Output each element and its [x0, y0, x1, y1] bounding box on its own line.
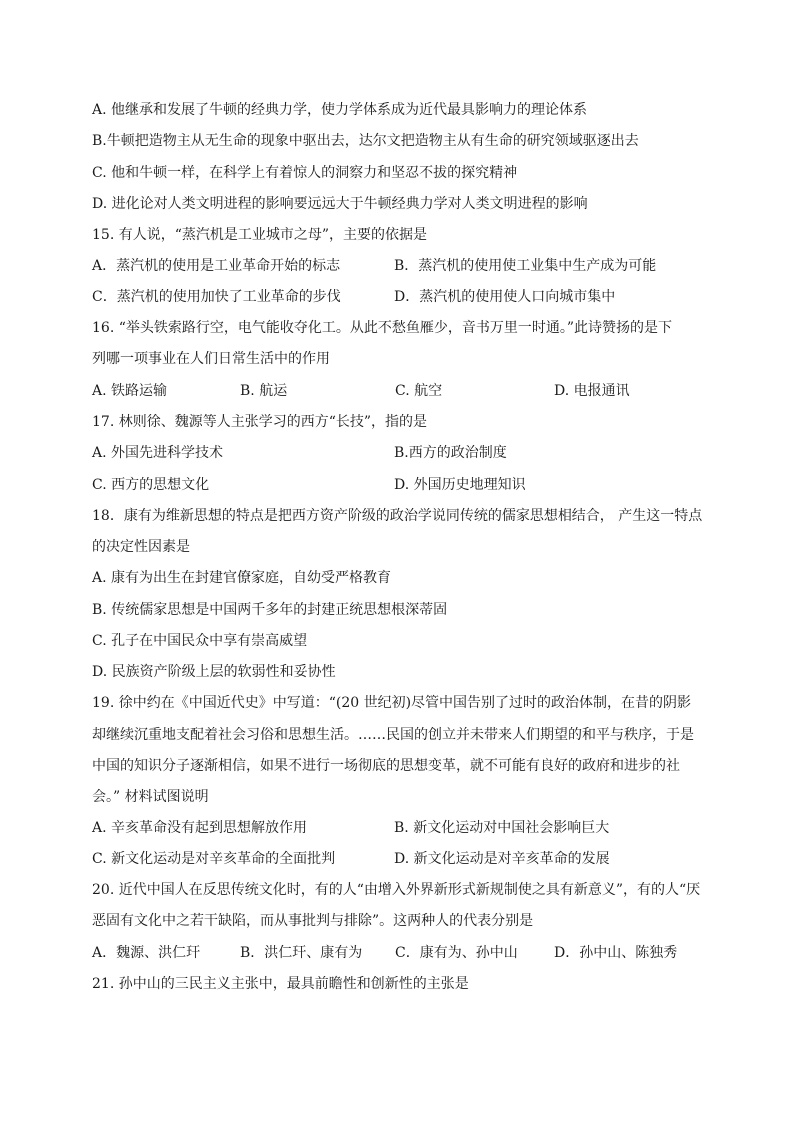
- q19-options-row-1: [92, 818, 712, 838]
- q16-option-a: A. 铁路运输: [92, 383, 168, 399]
- q18-stem-line-1: 18．康有为维新思想的特点是把西方资产阶级的政治学说同传统的儒家思想相结合， 产生这一特点: [92, 508, 703, 524]
- q17-options-row-2: [92, 475, 712, 495]
- q17-stem: 17. 林则徐、魏源等人主张学习的西方“长技”，指的是: [92, 414, 428, 430]
- q14-option-a: A. 他继承和发展了牛顿的经典力学，使力学体系成为近代最具影响力的理论体系: [92, 102, 588, 118]
- q18-option-c: C. 孔子在中国民众中享有崇高威望: [92, 633, 308, 649]
- q15-option-b: B．蒸汽机的使用使工业集中生产成为可能: [394, 258, 657, 274]
- q19-stem-line-4: 会。” 材料试图说明: [92, 789, 209, 805]
- q20-option-c: C．康有为、孙中山: [395, 945, 518, 961]
- q17-option-b: B.西方的政治制度: [394, 445, 507, 461]
- q16-options-row: [92, 381, 712, 401]
- q18-option-a: A. 康有为出生在封建官僚家庭，自幼受严格教育: [92, 570, 392, 586]
- q16-option-c: C. 航空: [395, 383, 443, 399]
- q18-option-d: D. 民族资产阶级上层的软弱性和妥协性: [92, 664, 336, 680]
- q14-option-b: B.牛顿把造物主从无生命的现象中驱出去，达尔文把造物主从有生命的研究领域驱逐出去: [92, 133, 639, 149]
- q19-option-d: D. 新文化运动是对辛亥革命的发展: [394, 851, 610, 867]
- q19-options-row-2: [92, 849, 712, 869]
- q19-option-b: B. 新文化运动对中国社会影响巨大: [394, 820, 610, 836]
- q15-option-d: D．蒸汽机的使用使人口向城市集中: [394, 289, 616, 305]
- q15-option-a: A．蒸汽机的使用是工业革命开始的标志: [92, 258, 341, 274]
- q17-option-a: A. 外国先进科学技术: [92, 445, 224, 461]
- q19-stem-line-1: 19. 徐中约在《中国近代史》中写道：“(20 世纪初)尽管中国告别了过时的政治体制，在昔的阴影: [92, 695, 692, 711]
- q19-stem-line-2: 却继续沉重地支配着社会习俗和思想生活。……民国的创立并未带来人们期望的和平与秩序，于是: [92, 727, 694, 743]
- q18-option-b: B. 传统儒家思想是中国两千多年的封建正统思想根深蒂固: [92, 602, 448, 618]
- q15-options-row-2: [92, 287, 712, 307]
- q19-option-a: A. 辛亥革命没有起到思想解放作用: [92, 820, 308, 836]
- q19-stem-line-3: 中国的知识分子逐渐相信，如果不进行一场彻底的思想变革，就不可能有良好的政府和进步的社: [92, 758, 680, 774]
- q14-option-c: C. 他和牛顿一样，在科学上有着惊人的洞察力和坚忍不拔的探究精神: [92, 165, 518, 181]
- q17-option-c: C. 西方的思想文化: [92, 477, 210, 493]
- q17-options-row-1: [92, 443, 712, 463]
- q20-option-d: D．孙中山、陈独秀: [554, 945, 678, 961]
- q20-option-b: B．洪仁玕、康有为: [240, 945, 363, 961]
- q20-stem-line-1: 20. 近代中国人在反思传统文化时，有的人“由增入外界新形式新规制使之具有新意义”，有的人“厌: [92, 882, 701, 898]
- q16-option-b: B. 航运: [240, 383, 288, 399]
- q20-stem-line-2: 恶固有文化中之若干缺陷，而从事批判与排除”。这两种人的代表分别是: [92, 913, 534, 929]
- q16-option-d: D. 电报通讯: [554, 383, 630, 399]
- q18-stem-line-2: 的决定性因素是: [92, 539, 190, 555]
- q15-options-row-1: [92, 256, 712, 276]
- q21-stem: 21. 孙中山的三民主义主张中，最具前瞻性和创新性的主张是: [92, 976, 469, 992]
- q17-option-d: D. 外国历史地理知识: [394, 477, 526, 493]
- q15-option-c: C．蒸汽机的使用加快了工业革命的步伐: [92, 289, 341, 305]
- q19-option-c: C. 新文化运动是对辛亥革命的全面批判: [92, 851, 336, 867]
- q20-option-a: A．魏源、洪仁玕: [92, 945, 201, 961]
- q16-stem-line-2: 列哪一项事业在人们日常生活中的作用: [92, 351, 330, 367]
- q20-options-row: [92, 943, 712, 963]
- q16-stem-line-1: 16. “举头铁索路行空，电气能收夺化工。从此不愁鱼雁少，音书万里一时通。”此诗赞扬的是下: [92, 320, 673, 336]
- q15-stem: 15. 有人说，“蒸汽机是工业城市之母”，主要的依据是: [92, 227, 428, 243]
- q14-option-d: D. 进化论对人类文明进程的影响要远远大于牛顿经典力学对人类文明进程的影响: [92, 196, 588, 212]
